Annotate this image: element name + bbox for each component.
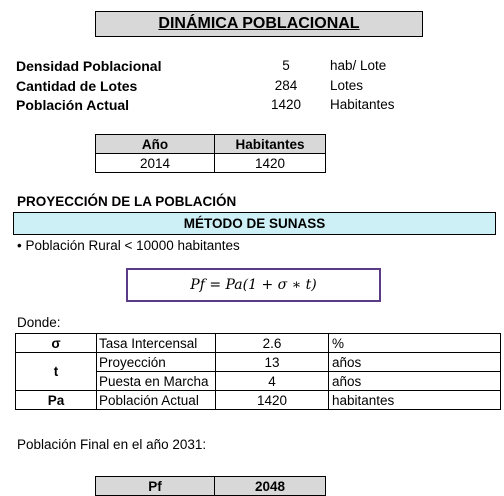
info-row-poblacion [16,97,496,115]
param-unit: habitantes [329,391,501,410]
table-row [96,477,326,496]
table-header: Habitantes [215,135,326,154]
pf-value: 2048 [215,477,326,496]
info-label: Cantidad de Lotes [16,78,138,94]
info-label: Densidad Poblacional [16,58,162,74]
method-title: MÉTODO DE SUNASS [13,212,496,235]
symbol-pa: Pa [16,391,97,410]
param-desc: Puesta en Marcha [97,372,216,391]
info-row-densidad [16,58,496,76]
pf-table [95,476,326,496]
table-cell: 1420 [215,154,326,173]
section-title: PROYECCIÓN DE LA POBLACIÓN [17,194,237,209]
table-row [16,334,501,353]
info-row-lotes [16,78,496,96]
table-row [96,154,326,173]
param-value: 1420 [216,391,329,410]
pf-label: Pf [96,477,215,496]
symbol-t: t [16,353,97,391]
table-cell: 2014 [96,154,215,173]
param-value: 2.6 [216,334,329,353]
bullet-note: • Población Rural < 10000 habitantes [17,238,240,253]
info-value: 284 [274,78,298,93]
param-value: 13 [216,353,329,372]
info-label: Población Actual [16,97,130,113]
table-row [96,135,326,154]
final-population-label: Población Final en el año 2031: [17,437,207,452]
page-title: DINÁMICA POBLACIONAL [95,11,423,37]
info-value: 1420 [270,97,302,112]
info-unit: hab/ Lote [330,58,387,73]
parameters-table [15,333,501,410]
param-desc: Tasa Intercensal [97,334,216,353]
table-row [16,353,501,372]
formula: Pf = Pa(1 + σ ∗ t) [126,268,381,302]
info-value: 5 [282,58,290,73]
param-desc: Proyección [97,353,216,372]
param-unit: años [329,372,501,391]
table-row [16,391,501,410]
donde-label: Donde: [17,315,61,330]
table-header: Año [96,135,215,154]
symbol-sigma: σ [16,334,97,353]
year-table [95,134,326,173]
param-unit: años [329,353,501,372]
param-unit: % [329,334,501,353]
param-desc: Población Actual [97,391,216,410]
info-unit: Lotes [330,78,364,93]
info-unit: Habitantes [330,97,395,112]
param-value: 4 [216,372,329,391]
